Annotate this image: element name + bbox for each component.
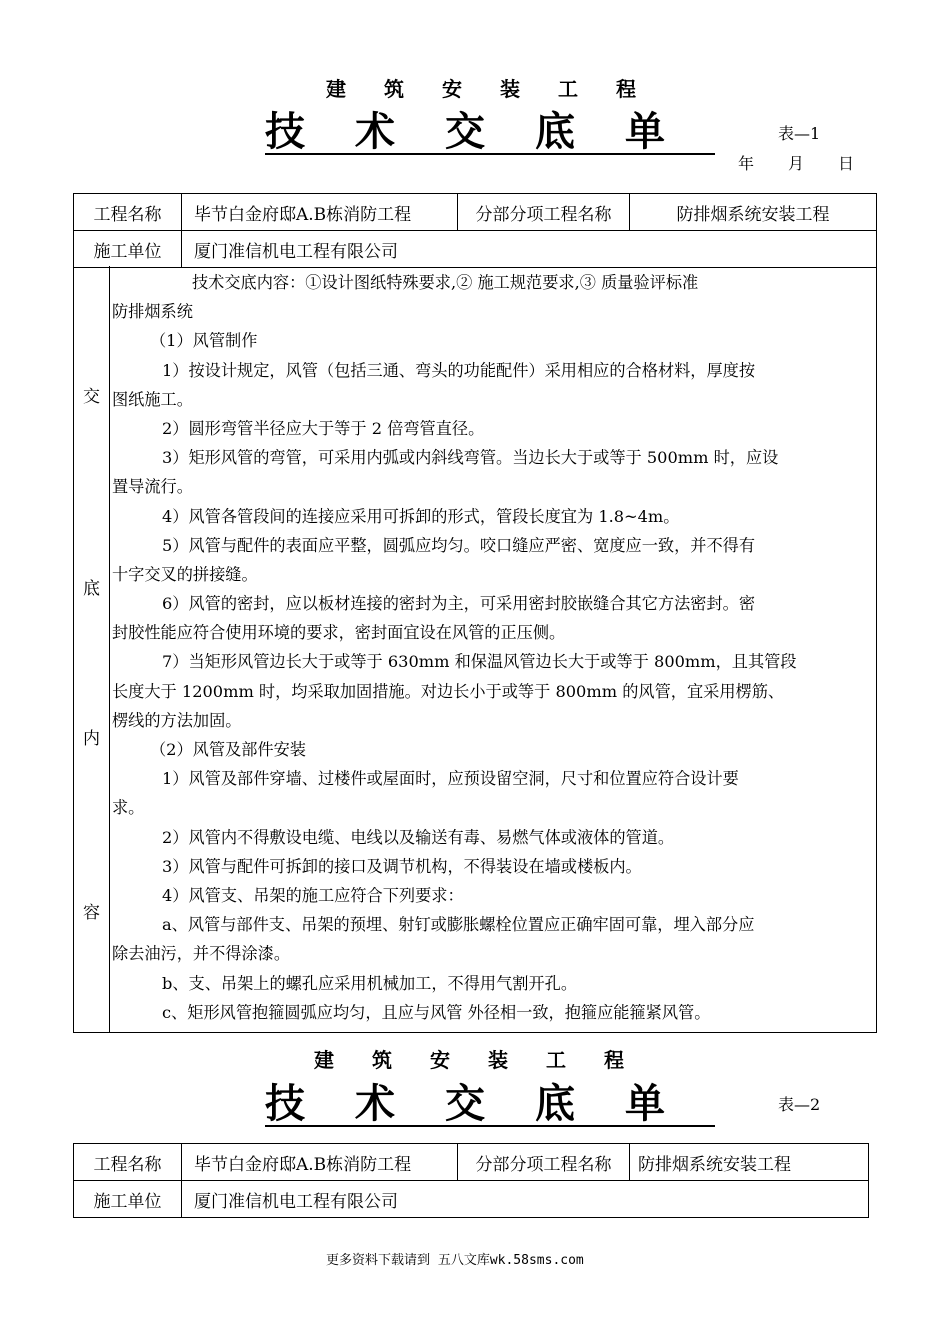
side-label <box>74 266 110 1032</box>
content-line: 技术交底内容：①设计图纸特殊要求,② 施工规范要求,③ 质量验评标准 <box>192 273 699 292</box>
content-box <box>73 266 877 1033</box>
content-line: 封胶性能应符合使用环境的要求，密封面宜设在风管的正压侧。 <box>112 623 566 643</box>
project-name-label: 工程名称 <box>74 194 182 231</box>
content-line: 求。 <box>112 798 145 818</box>
side-char: 交 <box>83 387 100 407</box>
unit-label: 施工单位 <box>74 1181 182 1218</box>
content-line: 除去油污，并不得涂漆。 <box>112 944 291 964</box>
content-line: 图纸施工。 <box>112 389 193 409</box>
page-title-2: 技术交底单 <box>265 1080 715 1127</box>
page-title: 技术交底单 <box>265 108 715 155</box>
content-line: 置导流行。 <box>112 477 193 497</box>
content-line: 3）风管与配件可拆卸的接口及调节机构，不得装设在墙或楼板内。 <box>162 856 642 876</box>
content-line: a、风管与部件支、吊架的预埋、射钉或膨胀螺栓位置应正确牢固可靠，埋入部分应 <box>162 915 755 935</box>
unit-label: 施工单位 <box>74 231 182 268</box>
super-title-2: 建筑安装工程 <box>314 1048 662 1072</box>
date-line <box>738 151 888 174</box>
content-line: 7）当矩形风管边长大于或等于 630mm 和保温风管边长大于或等于 800mm，且其管段 <box>162 652 797 672</box>
table-row <box>74 231 877 268</box>
content-line: 1）风管及部件穿墙、过楼件或屋面时，应预设留空洞，尺寸和位置应符合设计要 <box>162 769 739 789</box>
content-line: 1）按设计规定，风管（包括三通、弯头的功能配件）采用相应的合格材料，厚度按 <box>162 360 756 380</box>
content-line: 6）风管的密封，应以板材连接的密封为主，可采用密封胶嵌缝合其它方法密封。密 <box>162 594 756 614</box>
sub-project-value: 防排烟系统安装工程 <box>630 194 877 231</box>
content-line: 楞线的方法加固。 <box>112 710 242 730</box>
table-row <box>74 194 877 231</box>
side-char: 内 <box>83 729 100 749</box>
form-number-2: 表—2 <box>778 1095 821 1114</box>
sub-project-label: 分部分项工程名称 <box>458 1144 630 1181</box>
content-line: 4）风管支、吊架的施工应符合下列要求： <box>162 885 464 905</box>
super-title: 建筑安装工程 <box>326 77 674 101</box>
project-name-label: 工程名称 <box>74 1144 182 1181</box>
content-line: 防排烟系统 <box>112 302 193 322</box>
unit-value: 厦门准信机电工程有限公司 <box>182 231 877 268</box>
date-month: 月 <box>788 154 805 173</box>
content-line: 2）风管内不得敷设电缆、电线以及输送有毒、易燃气体或液体的管道。 <box>162 827 675 847</box>
content-line: 3）矩形风管的弯管，可采用内弧或内斜线弯管。当边长大于或等于 500mm 时，应设 <box>162 448 779 468</box>
date-year: 年 <box>738 154 755 173</box>
content-line: 2）圆形弯管半径应大于等于 2 倍弯管直径。 <box>162 418 485 438</box>
project-name-value: 毕节白金府邸A.B栋消防工程 <box>182 1144 458 1181</box>
content-line: 4）风管各管段间的连接应采用可拆卸的形式，管段长度宜为 1.8~4m。 <box>162 506 680 526</box>
info-table-2 <box>73 1143 869 1218</box>
table-row <box>74 1144 869 1181</box>
project-name-value: 毕节白金府邸A.B栋消防工程 <box>182 194 458 231</box>
content-line: 长度大于 1200mm 时，均采取加固措施。对边长小于或等于 800mm 的风管，宜采用楞筋、 <box>112 681 785 701</box>
form-number: 表—1 <box>778 124 821 143</box>
side-char: 容 <box>83 903 100 923</box>
unit-value: 厦门准信机电工程有限公司 <box>182 1181 869 1218</box>
sub-project-value: 防排烟系统安装工程 <box>630 1144 869 1181</box>
date-day: 日 <box>838 154 855 173</box>
content-line: （1）风管制作 <box>150 331 258 351</box>
content-text <box>112 268 872 1027</box>
sub-project-label: 分部分项工程名称 <box>458 194 630 231</box>
content-line: 十字交叉的拼接缝。 <box>112 564 258 584</box>
side-char: 底 <box>83 579 100 599</box>
footer-download-link[interactable]: 更多资料下载请到 五八文库wk.58sms.com <box>326 1253 584 1268</box>
info-table <box>73 193 877 268</box>
content-line: c、矩形风管抱箍圆弧应均匀，且应与风管 外径相一致，抱箍应能箍紧风管。 <box>162 1002 711 1022</box>
content-line: b、支、吊架上的螺孔应采用机械加工，不得用气割开孔。 <box>162 973 578 993</box>
content-line: 5）风管与配件的表面应平整，圆弧应均匀。咬口缝应严密、宽度应一致，并不得有 <box>162 535 756 555</box>
content-line: （2）风管及部件安装 <box>150 740 306 759</box>
table-row <box>74 1181 869 1218</box>
